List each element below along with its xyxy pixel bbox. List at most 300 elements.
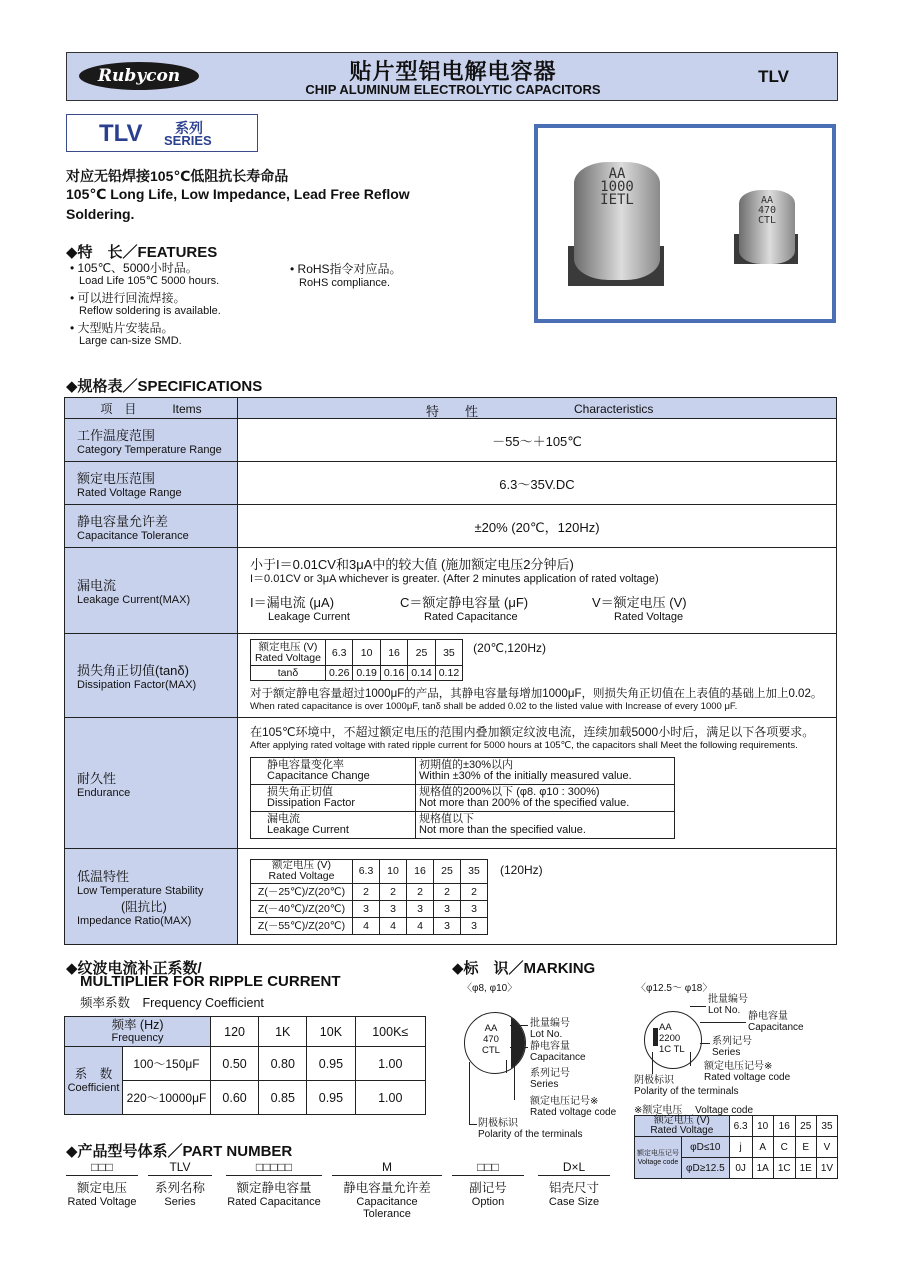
mk-small-line: 470 bbox=[483, 1034, 499, 1045]
mk-cap-en: Capacitance bbox=[748, 1022, 804, 1033]
vc-row-label: φD≥12.5 bbox=[682, 1158, 730, 1179]
end-val bbox=[416, 812, 675, 839]
feature-item: • 大型贴片安装品。 bbox=[70, 321, 174, 335]
vc-voltage: 25 bbox=[795, 1116, 816, 1137]
mk-lot-cn: 批量编号 bbox=[708, 994, 748, 1005]
spec-item bbox=[65, 462, 238, 505]
part-cn: 系列名称 bbox=[154, 1181, 205, 1195]
mk-vc-en: Rated voltage code bbox=[704, 1072, 791, 1083]
low-value: 2 bbox=[353, 883, 380, 900]
vc-side bbox=[635, 1137, 682, 1179]
item-cn: 静电容量允许差 bbox=[77, 513, 169, 529]
series-box bbox=[66, 114, 258, 152]
end-val-en: Not more than 200% of the specified value. bbox=[419, 797, 630, 809]
ripple-value: 1.00 bbox=[355, 1047, 425, 1081]
mk-cap-cn: 静电容量 bbox=[748, 1011, 788, 1022]
item-en: Dissipation Factor(MAX) bbox=[77, 679, 197, 691]
mk-polarity-large bbox=[634, 1075, 739, 1097]
temperature-value: －55～＋105℃ bbox=[238, 419, 837, 462]
endurance-table bbox=[250, 757, 675, 839]
vc-title-cn: ※额定电压 bbox=[634, 1105, 683, 1116]
low-value: 2 bbox=[407, 883, 434, 900]
vc-voltage: 6.3 bbox=[729, 1116, 752, 1137]
ripple-coef-en: Coefficient bbox=[67, 1081, 120, 1094]
part-cn: 静电容量允许差 bbox=[343, 1181, 431, 1195]
items-cn: 项 目 bbox=[100, 401, 137, 416]
vc-title-en: Voltage code bbox=[695, 1105, 753, 1116]
title-cn: 贴片型铝电解电容器 bbox=[349, 59, 557, 84]
part-item bbox=[226, 1160, 322, 1208]
feature-cn: 大型贴片安装品。 bbox=[77, 321, 174, 335]
low-head-cn: 额定电压 (V) bbox=[272, 859, 331, 871]
feature-item: • RoHS指令对应品。 bbox=[290, 262, 402, 276]
vc-head-en: Rated Voltage bbox=[650, 1125, 714, 1136]
small-can-diagram bbox=[464, 1012, 526, 1074]
low-value: 4 bbox=[407, 917, 434, 934]
end-key-en: Dissipation Factor bbox=[267, 797, 356, 809]
df-tan-value: 0.14 bbox=[408, 666, 435, 681]
vc-value: 1E bbox=[795, 1158, 816, 1179]
low-row bbox=[251, 883, 488, 900]
mk-small-line: CTL bbox=[482, 1045, 500, 1056]
item-en2: Impedance Ratio(MAX) bbox=[77, 915, 192, 927]
mk-lot bbox=[530, 1018, 570, 1040]
intro-cn: 对应无铅焊接105℃低阻抗长寿命品 bbox=[66, 168, 289, 184]
vc-value: 0J bbox=[729, 1158, 752, 1179]
part-item bbox=[332, 1160, 442, 1220]
mk-polarity bbox=[478, 1118, 583, 1140]
end-key-cn: 漏电流 bbox=[267, 813, 300, 825]
cap1-line: AA bbox=[608, 166, 626, 182]
low-row bbox=[251, 900, 488, 917]
end-row bbox=[251, 812, 675, 839]
cap2-line: AA bbox=[760, 195, 774, 206]
vc-value: V bbox=[816, 1137, 837, 1158]
vc-side-cn: 额定电压记号 bbox=[637, 1149, 679, 1157]
end-val-cn: 规格值以下 bbox=[419, 813, 474, 825]
mk-vc-cn: 额定电压记号※ bbox=[704, 1061, 773, 1072]
marking-title: ◆标 识／MARKING bbox=[452, 960, 596, 977]
item-en: Category Temperature Range bbox=[77, 443, 222, 456]
low-voltage: 16 bbox=[407, 859, 434, 883]
series-name: TLV bbox=[99, 120, 143, 147]
ripple-value: 0.95 bbox=[307, 1081, 355, 1115]
mk-cap-large bbox=[748, 1011, 804, 1033]
part-en: Series bbox=[164, 1196, 196, 1208]
low-value: 2 bbox=[434, 883, 461, 900]
part-en: Rated Capacitance bbox=[227, 1196, 321, 1208]
vc-head-cn: 额定电压 (V) bbox=[653, 1115, 710, 1126]
leak-v-cn: V＝额定电压 (V) bbox=[592, 594, 687, 610]
end-line-cn: 在105℃环境中，不超过额定电压的范围内叠加额定纹波电流，连续加载5000小时后，满足以下各项要求。 bbox=[250, 725, 815, 739]
end-val bbox=[416, 758, 675, 785]
specs-title: ◆规格表／SPECIFICATIONS bbox=[66, 378, 263, 395]
part-code: □□□□□ bbox=[226, 1160, 322, 1176]
part-code: M bbox=[332, 1160, 442, 1176]
vc-voltage: 16 bbox=[773, 1116, 795, 1137]
spec-item bbox=[65, 419, 238, 462]
end-key-en: Capacitance Change bbox=[267, 770, 370, 782]
ripple-value: 0.80 bbox=[259, 1047, 307, 1081]
leak-i-cn: I＝漏电流 (μA) bbox=[250, 594, 335, 610]
small-can-text bbox=[473, 1023, 509, 1056]
leak-c bbox=[400, 596, 592, 624]
part-cn: 额定静电容量 bbox=[236, 1181, 312, 1195]
df-condition: (20℃,120Hz) bbox=[473, 641, 546, 655]
leak-i-en: Leakage Current bbox=[268, 610, 350, 623]
mk-vc-cn: 额定电压记号※ bbox=[530, 1096, 599, 1107]
product-photo bbox=[534, 124, 836, 323]
df-tan-value: 0.12 bbox=[435, 666, 462, 681]
mk-series-large bbox=[712, 1036, 752, 1058]
ripple-freq-en: Frequency bbox=[111, 1031, 164, 1044]
marking-large-size: 〈φ12.5～ φ18〉 bbox=[636, 983, 713, 994]
low-value: 2 bbox=[461, 883, 488, 900]
leader-line bbox=[510, 1025, 528, 1026]
end-key bbox=[251, 785, 416, 812]
df-voltage: 35 bbox=[435, 640, 462, 666]
leader-line bbox=[652, 1052, 653, 1074]
item-cn: 低温特性 bbox=[77, 869, 130, 884]
dissipation-cell bbox=[238, 634, 837, 718]
item-cn: 工作温度范围 bbox=[77, 427, 156, 443]
intro-en-1: 105℃ Long Life, Low Impedance, Lead Free Reflow bbox=[66, 186, 410, 202]
cap1-line: 1000 bbox=[600, 179, 634, 195]
leader-line bbox=[700, 1022, 746, 1023]
mk-small-line: AA bbox=[484, 1023, 498, 1034]
df-voltage: 16 bbox=[380, 640, 407, 666]
low-condition: (120Hz) bbox=[500, 862, 543, 877]
spec-row-leakage bbox=[65, 548, 837, 634]
part-code: D×L bbox=[538, 1160, 610, 1176]
spec-header-row bbox=[65, 398, 837, 419]
ripple-coef-cn: 系 数 bbox=[74, 1066, 113, 1081]
cap1-line: IETL bbox=[600, 192, 634, 208]
low-voltage: 35 bbox=[461, 859, 488, 883]
vc-head bbox=[635, 1116, 730, 1137]
end-val-en: Within ±30% of the initially measured value. bbox=[419, 770, 632, 782]
ripple-range: 100～150μF bbox=[123, 1047, 211, 1081]
leader-line bbox=[510, 1047, 528, 1048]
df-head-row bbox=[251, 640, 463, 666]
part-code: □□□ bbox=[452, 1160, 524, 1176]
leak-i bbox=[250, 596, 400, 624]
spec-row-endurance bbox=[65, 718, 837, 849]
item-en: Rated Voltage Range bbox=[77, 486, 182, 499]
mk-lot-en: Lot No. bbox=[708, 1005, 741, 1016]
df-tan-label: tanδ bbox=[251, 666, 326, 681]
specifications-table bbox=[64, 397, 837, 945]
feature-en: RoHS compliance. bbox=[299, 277, 391, 289]
low-row-label: Z(－25℃)/Z(20℃) bbox=[251, 883, 353, 900]
leader-line bbox=[469, 1124, 477, 1125]
vc-voltage: 10 bbox=[752, 1116, 773, 1137]
ripple-freq-cn: 频率 (Hz) bbox=[111, 1017, 164, 1032]
feature-en: Large can-size SMD. bbox=[79, 335, 182, 347]
vc-value: A bbox=[752, 1137, 773, 1158]
part-code: TLV bbox=[148, 1160, 212, 1176]
ripple-title-cn: ◆纹波电流补正系数/ bbox=[66, 960, 202, 977]
low-head bbox=[251, 859, 353, 883]
item-en: Endurance bbox=[77, 786, 131, 799]
df-voltage: 10 bbox=[353, 640, 380, 666]
part-code: □□□ bbox=[66, 1160, 138, 1176]
df-tan-value: 0.19 bbox=[353, 666, 380, 681]
df-head-en: Rated Voltage bbox=[255, 651, 321, 664]
mk-pol-en: Polarity of the terminals bbox=[634, 1086, 739, 1097]
item-en: Low Temperature Stability bbox=[77, 885, 204, 897]
low-head-en: Rated Voltage bbox=[268, 870, 335, 882]
mk-large-line: 2200 bbox=[659, 1033, 681, 1044]
series-label-cn: 系列 bbox=[175, 120, 203, 136]
lowtemp-table bbox=[250, 859, 488, 935]
mk-cap-cn: 静电容量 bbox=[530, 1041, 570, 1052]
marking-small-size: 〈φ8, φ10〉 bbox=[462, 983, 518, 994]
low-voltage: 6.3 bbox=[353, 859, 380, 883]
mk-ser-cn: 系列记号 bbox=[712, 1036, 752, 1047]
series-label-en: SERIES bbox=[164, 133, 212, 148]
end-key-en: Leakage Current bbox=[267, 824, 349, 836]
vc-row-label: φD≤10 bbox=[682, 1137, 730, 1158]
ripple-table bbox=[64, 1016, 426, 1115]
end-val bbox=[416, 785, 675, 812]
vc-value: 1A bbox=[752, 1158, 773, 1179]
end-val-cn: 初期值的±30%以内 bbox=[419, 759, 514, 771]
leak-line-cn: 小于I＝0.01CV和3μA中的较大值 (施加额定电压2分钟后) bbox=[250, 556, 574, 572]
feature-cn: 可以进行回流焊接。 bbox=[77, 291, 186, 305]
voltage-code-title bbox=[634, 1101, 753, 1116]
low-row bbox=[251, 917, 488, 934]
vc-value: j bbox=[729, 1137, 752, 1158]
capacitor-marking-large bbox=[584, 168, 650, 207]
endurance-cell bbox=[238, 718, 837, 849]
low-value: 3 bbox=[380, 900, 407, 917]
tolerance-value: ±20% (20℃，120Hz) bbox=[238, 505, 837, 548]
item-cn: 损失角正切值(tanδ) bbox=[77, 663, 189, 678]
leader-line bbox=[690, 1006, 706, 1007]
low-value: 3 bbox=[407, 900, 434, 917]
ripple-subtitle bbox=[80, 993, 264, 1011]
spec-row-lowtemp bbox=[65, 849, 837, 945]
low-value: 3 bbox=[461, 900, 488, 917]
voltage-code-table bbox=[634, 1115, 838, 1179]
part-cn: 副记号 bbox=[469, 1181, 507, 1195]
ripple-freq-head bbox=[65, 1017, 211, 1047]
mk-vc-en: Rated voltage code bbox=[530, 1107, 617, 1118]
series-code: TLV bbox=[758, 67, 789, 86]
low-value: 3 bbox=[461, 917, 488, 934]
polarity-bar bbox=[653, 1028, 658, 1046]
spec-row-dissipation bbox=[65, 634, 837, 718]
low-value: 2 bbox=[380, 883, 407, 900]
end-row bbox=[251, 785, 675, 812]
mk-lot-large bbox=[708, 994, 748, 1016]
header-bar bbox=[66, 52, 838, 101]
cap2-line: CTL bbox=[757, 215, 777, 226]
part-item bbox=[66, 1160, 138, 1208]
leak-symbols bbox=[250, 596, 836, 624]
ripple-freq: 100K≤ bbox=[355, 1017, 425, 1047]
part-en: Capacitance Tolerance bbox=[356, 1196, 418, 1220]
item-cn2: (阻抗比) bbox=[121, 900, 167, 914]
mk-cap bbox=[530, 1041, 586, 1063]
low-value: 4 bbox=[380, 917, 407, 934]
leader-line bbox=[514, 1062, 515, 1100]
feature-item: • 105℃、5000小时品。 bbox=[70, 261, 198, 275]
df-tan-row bbox=[251, 666, 463, 681]
leader-line bbox=[700, 1043, 710, 1044]
df-table bbox=[250, 639, 463, 681]
end-key-cn: 损失角正切值 bbox=[267, 786, 333, 798]
end-line-en: After applying rated voltage with rated ripple current for 5000 hours at 105℃, the capacitors shall Meet the following requirements. bbox=[250, 740, 798, 751]
low-row-label: Z(－40℃)/Z(20℃) bbox=[251, 900, 353, 917]
feature-en: Reflow soldering is available. bbox=[79, 305, 221, 317]
ripple-title-en: MULTIPLIER FOR RIPPLE CURRENT bbox=[80, 973, 341, 990]
end-val-cn: 规格值的200%以下 (φ8. φ10 : 300%) bbox=[419, 786, 600, 798]
ripple-freq: 10K bbox=[307, 1017, 355, 1047]
items-en: Items bbox=[172, 401, 202, 416]
spec-item bbox=[65, 505, 238, 548]
features-list-left bbox=[70, 262, 221, 348]
ripple-value: 0.60 bbox=[211, 1081, 259, 1115]
feature-item: • 可以进行回流焊接。 bbox=[70, 291, 186, 305]
mk-lot-cn: 批量编号 bbox=[530, 1018, 570, 1029]
mk-voltage-code bbox=[530, 1096, 616, 1118]
features-title: ◆特 长／FEATURES bbox=[66, 244, 218, 261]
low-value: 3 bbox=[353, 900, 380, 917]
end-key bbox=[251, 758, 416, 785]
part-item bbox=[148, 1160, 212, 1208]
mk-lot-en: Lot No. bbox=[530, 1029, 563, 1040]
mk-cap-en: Capacitance bbox=[530, 1052, 586, 1063]
item-en: Leakage Current(MAX) bbox=[77, 594, 191, 606]
title-en: CHIP ALUMINUM ELECTROLYTIC CAPACITORS bbox=[305, 82, 601, 97]
low-value: 3 bbox=[434, 900, 461, 917]
end-row bbox=[251, 758, 675, 785]
leak-v bbox=[592, 596, 687, 624]
leakage-cell bbox=[238, 548, 837, 634]
part-cn: 铝壳尺寸 bbox=[548, 1181, 599, 1195]
spec-item bbox=[65, 849, 238, 945]
vc-row bbox=[635, 1137, 838, 1158]
ripple-head-row bbox=[65, 1017, 426, 1047]
vc-value: 1V bbox=[816, 1158, 837, 1179]
spec-item bbox=[65, 548, 238, 634]
df-head bbox=[251, 640, 326, 666]
voltage-value: 6.3～35V.DC bbox=[238, 462, 837, 505]
large-can-text bbox=[659, 1022, 699, 1055]
ripple-freq: 120 bbox=[211, 1017, 259, 1047]
vc-value: E bbox=[795, 1137, 816, 1158]
cap2-line: 470 bbox=[757, 205, 777, 216]
leader-line bbox=[690, 1052, 691, 1066]
lowtemp-cell bbox=[238, 849, 837, 945]
part-cn: 额定电压 bbox=[76, 1181, 127, 1195]
spec-item bbox=[65, 718, 238, 849]
char-cn: 特 性 bbox=[426, 404, 479, 419]
leader-line bbox=[469, 1062, 470, 1124]
item-cn: 耐久性 bbox=[77, 770, 117, 786]
low-voltage: 10 bbox=[380, 859, 407, 883]
spec-header-char bbox=[238, 398, 837, 419]
leader-line bbox=[506, 1060, 507, 1073]
item-cn: 漏电流 bbox=[77, 578, 117, 593]
part-number-title: ◆产品型号体系／PART NUMBER bbox=[66, 1143, 293, 1160]
part-en: Option bbox=[471, 1196, 505, 1208]
item-en: Capacitance Tolerance bbox=[77, 529, 189, 542]
capacitor-marking-small bbox=[744, 196, 790, 226]
feature-cn: RoHS指令对应品。 bbox=[297, 262, 402, 276]
spec-row-temperature bbox=[65, 419, 837, 462]
leak-v-en: Rated Voltage bbox=[614, 610, 684, 623]
df-voltage: 25 bbox=[408, 640, 435, 666]
mk-pol-en: Polarity of the terminals bbox=[478, 1129, 583, 1140]
vc-side-en: Voltage code bbox=[637, 1158, 679, 1166]
df-note-en: When rated capacitance is over 1000μF, tanδ shall be added 0.02 to the listed value with Increase of every 1000 μF. bbox=[250, 701, 738, 712]
ripple-sub-en: Frequency Coefficient bbox=[142, 996, 264, 1010]
rubycon-logo: Rubycon bbox=[79, 62, 199, 90]
mk-large-line: AA bbox=[659, 1022, 672, 1033]
mk-pol-cn: 阴极标识 bbox=[634, 1075, 674, 1086]
part-en: Case Size bbox=[548, 1196, 600, 1208]
df-head-cn: 额定电压 (V) bbox=[258, 640, 318, 653]
spec-header-items bbox=[65, 398, 238, 419]
ripple-range: 220～10000μF bbox=[123, 1081, 211, 1115]
df-tan-value: 0.16 bbox=[380, 666, 407, 681]
item-cn: 额定电压范围 bbox=[77, 470, 156, 486]
mk-large-line: 1C TL bbox=[659, 1044, 685, 1055]
low-row-label: Z(－55℃)/Z(20℃) bbox=[251, 917, 353, 934]
ripple-row bbox=[65, 1047, 426, 1081]
spec-item bbox=[65, 634, 238, 718]
spec-row-voltage bbox=[65, 462, 837, 505]
low-head-row bbox=[251, 859, 488, 883]
part-item bbox=[452, 1160, 524, 1208]
part-en: Rated Voltage bbox=[67, 1196, 137, 1208]
ripple-sub-cn: 频率系数 bbox=[80, 996, 131, 1010]
ripple-value: 0.50 bbox=[211, 1047, 259, 1081]
ripple-freq: 1K bbox=[259, 1017, 307, 1047]
low-wrap bbox=[250, 859, 836, 935]
vc-value: C bbox=[773, 1137, 795, 1158]
leak-c-cn: C＝额定静电容量 (μF) bbox=[400, 594, 529, 610]
part-item bbox=[538, 1160, 610, 1208]
end-key bbox=[251, 812, 416, 839]
spec-row-tolerance bbox=[65, 505, 837, 548]
feature-en: Load Life 105℃ 5000 hours. bbox=[79, 275, 220, 287]
leak-c-en: Rated Capacitance bbox=[424, 610, 518, 623]
ripple-value: 0.95 bbox=[307, 1047, 355, 1081]
df-table-wrap bbox=[250, 639, 836, 681]
low-value: 3 bbox=[434, 917, 461, 934]
low-value: 4 bbox=[353, 917, 380, 934]
end-val-en: Not more than the specified value. bbox=[419, 824, 586, 836]
vc-value: 1C bbox=[773, 1158, 795, 1179]
mk-pol-cn: 阴极标识 bbox=[478, 1118, 518, 1129]
ripple-value: 1.00 bbox=[355, 1081, 425, 1115]
features-list-right bbox=[290, 262, 402, 290]
mk-series bbox=[530, 1068, 570, 1090]
ripple-coef-head bbox=[65, 1047, 123, 1115]
low-voltage: 25 bbox=[434, 859, 461, 883]
df-note-cn: 对于额定静电容量超过1000μF的产品，其静电容量每增加1000μF，则损失角正切值在上表值的基础上加上0.02。 bbox=[250, 688, 823, 700]
vc-head-row bbox=[635, 1116, 838, 1137]
df-voltage: 6.3 bbox=[325, 640, 352, 666]
df-tan-value: 0.26 bbox=[325, 666, 352, 681]
mk-ser-en: Series bbox=[530, 1079, 559, 1090]
feature-cn: 105℃、5000小时品。 bbox=[77, 261, 198, 275]
leak-line-en: I＝0.01CV or 3μA whichever is greater. (After 2 minutes application of rated voltage) bbox=[250, 572, 659, 585]
